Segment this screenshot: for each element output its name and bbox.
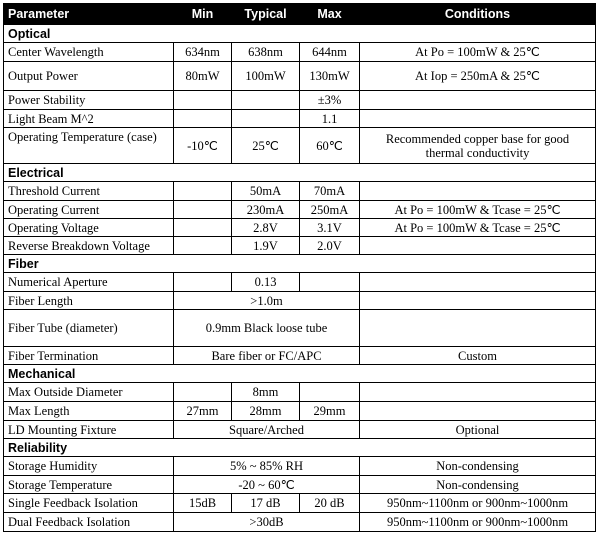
min-cell	[174, 383, 232, 402]
section-title: Optical	[4, 25, 596, 43]
param-cell: Fiber Tube (diameter)	[4, 310, 174, 347]
min-cell	[174, 201, 232, 219]
conditions-cell	[360, 310, 596, 347]
table-row	[4, 128, 596, 164]
min-cell	[174, 273, 232, 292]
conditions-cell	[360, 91, 596, 110]
param-cell: Output Power	[4, 62, 174, 91]
conditions-cell: At Po = 100mW & 25℃	[360, 43, 596, 62]
typical-cell: 2.8V	[232, 219, 300, 237]
table-row	[4, 292, 596, 310]
table-row	[4, 43, 596, 62]
max-cell: 70mA	[300, 182, 360, 201]
typical-cell: 0.13	[232, 273, 300, 292]
typical-cell: 17 dB	[232, 494, 300, 513]
typical-cell	[232, 110, 300, 128]
table-row	[4, 494, 596, 513]
param-cell: Dual Feedback Isolation	[4, 513, 174, 532]
typical-cell: 1.9V	[232, 237, 300, 255]
table-row	[4, 513, 596, 532]
table-row	[4, 402, 596, 421]
table-row	[4, 62, 596, 91]
typical-cell: 8mm	[232, 383, 300, 402]
conditions-cell	[360, 110, 596, 128]
conditions-cell: Non-condensing	[360, 457, 596, 476]
section-fiber	[4, 255, 596, 273]
typical-cell: 28mm	[232, 402, 300, 421]
param-cell: Numerical Aperture	[4, 273, 174, 292]
param-cell: LD Mounting Fixture	[4, 421, 174, 439]
spec-table	[3, 3, 596, 532]
conditions-cell	[360, 128, 596, 164]
header-row	[4, 4, 596, 25]
max-cell: 20 dB	[300, 494, 360, 513]
header-min: Min	[174, 4, 232, 25]
max-cell: 29mm	[300, 402, 360, 421]
max-cell: 2.0V	[300, 237, 360, 255]
min-cell: 80mW	[174, 62, 232, 91]
conditions-cell	[360, 383, 596, 402]
param-cell: Operating Current	[4, 201, 174, 219]
conditions-cell: Non-condensing	[360, 476, 596, 494]
header-conditions: Conditions	[360, 4, 596, 25]
conditions-cell: At Po = 100mW & Tcase = 25℃	[360, 219, 596, 237]
typical-cell: 25℃	[232, 128, 300, 164]
min-cell	[174, 110, 232, 128]
min-cell	[174, 182, 232, 201]
table-row	[4, 310, 596, 347]
value-cell: >30dB	[174, 513, 360, 532]
header-parameter: Parameter	[4, 4, 174, 25]
min-cell	[174, 219, 232, 237]
max-cell: 130mW	[300, 62, 360, 91]
table-row	[4, 457, 596, 476]
param-cell: Fiber Termination	[4, 347, 174, 365]
section-title: Mechanical	[4, 365, 596, 383]
table-row	[4, 476, 596, 494]
min-cell	[174, 237, 232, 255]
conditions-cell: 950nm~1100nm or 900nm~1000nm	[360, 513, 596, 532]
table-row	[4, 273, 596, 292]
param-cell: Power Stability	[4, 91, 174, 110]
section-electrical	[4, 164, 596, 182]
typical-cell	[232, 91, 300, 110]
param-cell: Threshold Current	[4, 182, 174, 201]
min-cell: -10℃	[174, 128, 232, 164]
min-cell: 15dB	[174, 494, 232, 513]
max-cell: 1.1	[300, 110, 360, 128]
typical-cell: 50mA	[232, 182, 300, 201]
table-row	[4, 110, 596, 128]
section-reliability	[4, 439, 596, 457]
header-max: Max	[300, 4, 360, 25]
param-cell: Storage Humidity	[4, 457, 174, 476]
param-cell: Reverse Breakdown Voltage	[4, 237, 174, 255]
typical-cell: 638nm	[232, 43, 300, 62]
param-cell: Center Wavelength	[4, 43, 174, 62]
param-cell: Max Outside Diameter	[4, 383, 174, 402]
value-cell: Square/Arched	[174, 421, 360, 439]
param-cell: Operating Voltage	[4, 219, 174, 237]
value-cell: Bare fiber or FC/APC	[174, 347, 360, 365]
conditions-cell: At Po = 100mW & Tcase = 25℃	[360, 201, 596, 219]
max-cell: 3.1V	[300, 219, 360, 237]
table-row	[4, 182, 596, 201]
typical-cell: 230mA	[232, 201, 300, 219]
value-cell: >1.0m	[174, 292, 360, 310]
conditions-cell	[360, 237, 596, 255]
table-row	[4, 383, 596, 402]
table-row	[4, 91, 596, 110]
max-cell: ±3%	[300, 91, 360, 110]
max-cell	[300, 273, 360, 292]
min-cell: 27mm	[174, 402, 232, 421]
value-cell: 0.9mm Black loose tube	[174, 310, 360, 347]
conditions-cell	[360, 273, 596, 292]
param-cell: Fiber Length	[4, 292, 174, 310]
conditions-line: Recommended copper base for good	[385, 131, 570, 146]
conditions-cell: Optional	[360, 421, 596, 439]
param-cell: Operating Temperature (case)	[4, 128, 174, 164]
table-row	[4, 347, 596, 365]
param-cell: Light Beam M^2	[4, 110, 174, 128]
section-title: Fiber	[4, 255, 596, 273]
value-cell: 5% ~ 85% RH	[174, 457, 360, 476]
table-row	[4, 219, 596, 237]
min-cell: 634nm	[174, 43, 232, 62]
table-row	[4, 201, 596, 219]
conditions-cell: 950nm~1100nm or 900nm~1000nm	[360, 494, 596, 513]
max-cell: 60℃	[300, 128, 360, 164]
section-title: Electrical	[4, 164, 596, 182]
max-cell: 644nm	[300, 43, 360, 62]
table-row	[4, 421, 596, 439]
max-cell: 250mA	[300, 201, 360, 219]
param-cell: Storage Temperature	[4, 476, 174, 494]
conditions-line: thermal conductivity	[425, 145, 530, 160]
table-row	[4, 237, 596, 255]
conditions-cell	[360, 182, 596, 201]
section-title: Reliability	[4, 439, 596, 457]
header-typical: Typical	[232, 4, 300, 25]
conditions-cell: At Iop = 250mA & 25℃	[360, 62, 596, 91]
conditions-cell	[360, 292, 596, 310]
section-optical	[4, 25, 596, 43]
typical-cell: 100mW	[232, 62, 300, 91]
param-cell: Single Feedback Isolation	[4, 494, 174, 513]
conditions-cell: Custom	[360, 347, 596, 365]
max-cell	[300, 383, 360, 402]
conditions-cell	[360, 402, 596, 421]
value-cell: -20 ~ 60℃	[174, 476, 360, 494]
section-mechanical	[4, 365, 596, 383]
param-cell: Max Length	[4, 402, 174, 421]
min-cell	[174, 91, 232, 110]
